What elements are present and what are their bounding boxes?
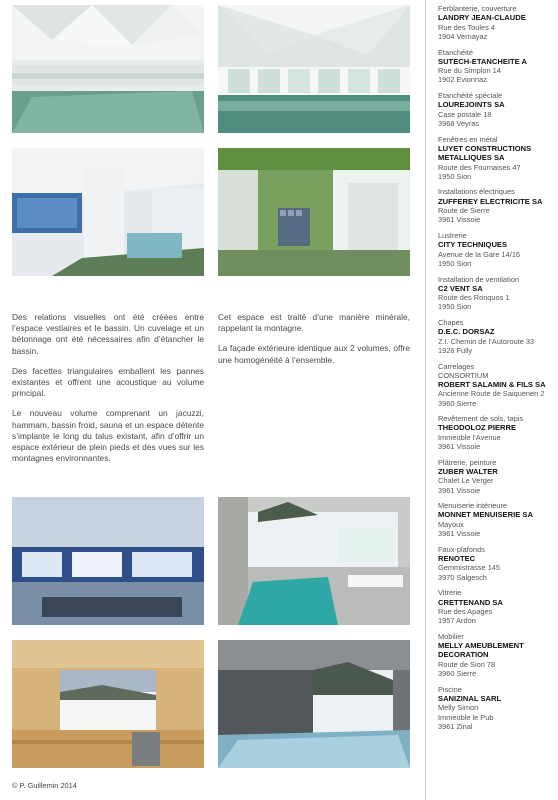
credit-entry [438,632,556,678]
credit-address: 3961 Vissoie [438,529,481,539]
credit-address: 3961 Vissoie [438,485,481,495]
credit-category: Chapes [438,318,464,328]
credit-address: Melly Simon [438,703,479,713]
credit-entry [438,275,556,312]
credit-category: Carrelages [438,361,475,371]
credit-address: Rue des Toules 4 [438,22,495,32]
credit-category: Etanchéité [438,47,473,57]
body-text-column-1 [12,312,204,473]
credit-entry [438,187,556,224]
credit-address: Mayoux [438,519,464,529]
photo-outdoor-jacuzzi [218,497,410,625]
credit-entry [438,48,556,85]
credit-address: 1904 Vernayaz [438,31,488,41]
credit-entry [438,91,556,128]
photo-cold-pool-room [12,497,204,625]
credit-address: 3960 Sierre [438,398,477,408]
photo-sauna-window [12,640,204,768]
credit-category: Plâtrerie, peinture [438,457,497,467]
credit-address: 1950 Sion [438,258,472,268]
credit-entry [438,501,556,538]
credit-address: Avenue de la Gare 14/16 [438,249,521,259]
credit-entry [438,4,556,41]
credit-address: Immeuble le Pub [438,712,494,722]
credit-address: Chalet Le Verger [438,476,494,486]
credit-address: 3960 Sierre [438,669,477,679]
credit-name: MELLY AMEUBLEMENT DECORATION [438,641,524,660]
credit-name: MONNET MENUISERIE SA [438,510,533,520]
credit-entry [438,458,556,495]
credit-entry [438,318,556,355]
photo-copyright: © P. Guillemin 2014 [12,781,77,790]
paragraph: Des relations visuelles ont été créées entre l’espace vestiaires et le bassin. Un cuvelage et un bétonnage ont été nécessaires afin d’étancher le bassin. [12,312,204,356]
credit-address: 1957 Ardon [438,616,476,626]
column-divider [425,0,426,800]
credit-category: Installations électriques [438,187,515,197]
credit-address: Case postale 18 [438,109,492,119]
credit-address: Z.I. Chemin de l’Autoroute 33 [438,336,535,346]
body-text-column-2 [218,312,410,375]
credit-address: 1950 Sion [438,171,472,181]
credit-name: RENOTEC [438,554,476,563]
credit-address: Route de Sion 78 [438,659,496,669]
credit-address: Immeuble l’Avenue [438,432,501,442]
credit-name: LOUREJOINTS SA [438,100,505,110]
credit-entry [438,414,556,451]
photo-green-lockers [218,148,410,276]
paragraph: La façade extérieure identique aux 2 volumes, offre une homogénéité à l’ensemble. [218,343,410,365]
credit-name: CITY TECHNIQUES [438,240,508,250]
credit-prefix: CONSORTIUM [438,370,489,380]
credit-address: 3961 Zinal [438,721,473,731]
credit-entry [438,231,556,268]
credit-category: Installation de ventilation [438,274,519,284]
credit-address: Ancienne Route de Saiquenen 2 [438,389,545,399]
credit-name: SANIZINAL SARL [438,693,502,703]
photo-hammam-window [218,640,410,768]
credit-name: ZUBER WALTER [438,466,498,476]
credit-category: Vitrerie [438,588,462,598]
credit-address: Gemmistrasse 145 [438,563,501,573]
credit-address: 3970 Salgesch [438,572,487,582]
credit-address: Rue des Apages [438,606,493,616]
credit-name: C2 VENT SA [438,283,483,293]
credit-name: THEODOLOZ PIERRE [438,423,517,433]
credit-name: D.E.C. DORSAZ [438,327,495,337]
credit-category: Mobilier [438,631,464,641]
credit-category: Ferblanterie, couverture [438,4,517,13]
credit-name: LANDRY JEAN-CLAUDE [438,13,526,23]
credit-address: Rue du Simplon 14 [438,66,501,76]
credit-category: Lustrerie [438,230,467,240]
paragraph: Des facettes triangulaires emballent les pannes existantes et offrent une acoustique au volume principal. [12,365,204,399]
credit-address: 3961 Vissoie [438,215,481,225]
credit-address: 3961 Vissoie [438,442,481,452]
photo-pool-windows [218,5,410,133]
credit-entry [438,545,556,582]
credits-list [438,4,556,737]
credit-address: 1926 Fully [438,345,473,355]
credit-category: Menuiserie intérieure [438,501,508,511]
credit-category: Revêtement de sols, tapis [438,414,524,424]
credit-category: Fenêtres en métal [438,134,498,144]
credit-address: Route des Ronquos 1 [438,293,510,303]
credit-name: SUTECH-ETANCHEITE A [438,56,528,66]
credit-name: CRETTENAND SA [438,597,503,607]
credit-entry [438,588,556,625]
paragraph: Le nouveau volume comprenant un jacuzzi, hammam, bassin froid, sauna et un espace détente s’implante le long du talus existant, afin d’offrir un espace extérieur de plein pieds et des vues sur les montagnes environnantes. [12,408,204,464]
credit-address: Route des Fournaises 47 [438,162,521,172]
credit-category: Piscine [438,684,462,694]
credit-address: 1902 Evionnaz [438,75,487,85]
paragraph: Cet espace est traité d’une manière minérale, rappelant la montagne. [218,312,410,334]
photo-pool-hall-wide [12,5,204,133]
credit-address: 3968 Veyras [438,118,480,128]
credit-category: Etanchéité spéciale [438,91,503,101]
credit-category: Faux-plafonds [438,544,485,554]
credit-entry [438,685,556,731]
credit-name: ZUFFEREY ELECTRICITE SA [438,196,543,206]
credit-name: ROBERT SALAMIN & FILS SA [438,379,546,389]
credit-entry [438,362,556,408]
photo-corridor-pool [12,148,204,276]
credit-address: 1950 Sion [438,302,472,312]
credit-name: LUYET CONSTRUCTIONS METALLIQUES SA [438,143,532,163]
credit-address: Route de Sierre [438,206,490,216]
credit-entry [438,135,556,181]
